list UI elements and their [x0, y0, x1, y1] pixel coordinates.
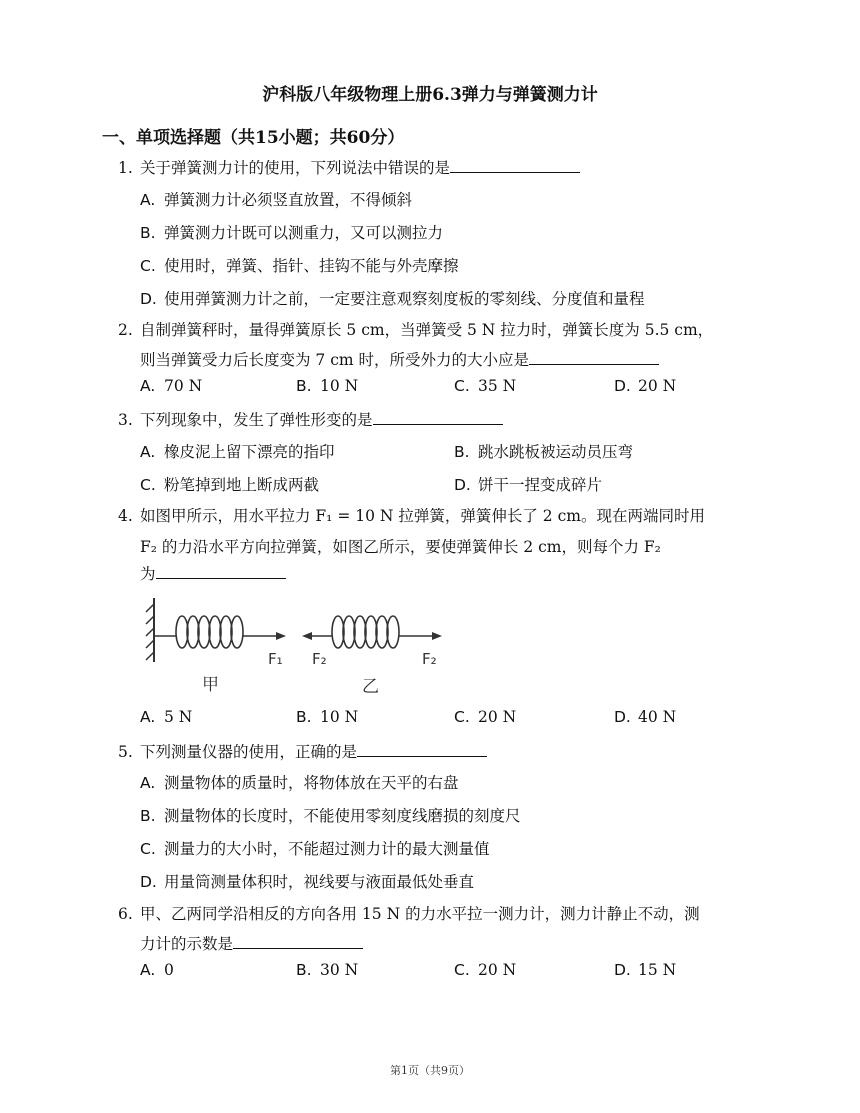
label-f2-left: F₂ — [312, 650, 327, 668]
option-d[interactable]: D. 15 N — [614, 961, 677, 979]
question-number: 4. — [118, 507, 133, 525]
question-2 — [118, 320, 713, 340]
wall-icon — [146, 598, 154, 662]
option-d[interactable]: D. 使用弹簧测力计之前，一定要注意观察刻度板的零刻线、分度值和量程 — [140, 290, 645, 308]
option-c[interactable]: C. 20 N — [454, 708, 517, 726]
answer-blank[interactable] — [156, 564, 286, 579]
question-3 — [118, 410, 503, 430]
question-number: 1. — [118, 159, 133, 177]
option-b[interactable]: B. 30 N — [296, 961, 359, 979]
option-c[interactable]: C. 20 N — [454, 961, 517, 979]
question-number: 6. — [118, 905, 133, 923]
option-b[interactable]: B. 10 N — [296, 708, 359, 726]
question-2-cont: 则当弹簧受力后长度变为 7 cm 时，所受外力的大小应是 — [140, 348, 659, 370]
option-b[interactable]: B. 测量物体的长度时，不能使用零刻度线磨损的刻度尺 — [140, 807, 521, 825]
question-stem: 甲、乙两同学沿相反的方向各用 15 N 的力水平拉一测力计，测力计静止不动，测 — [140, 905, 700, 923]
option-c[interactable]: C. 35 N — [454, 377, 517, 395]
page-footer: 第1页（共9页） — [390, 1064, 470, 1077]
arrow-right-icon — [432, 632, 442, 640]
option-c[interactable]: C. 测量力的大小时，不能超过测力计的最大测量值 — [140, 840, 490, 858]
question-number: 5. — [118, 743, 133, 761]
question-4-cont: F₂ 的力沿水平方向拉弹簧，如图乙所示，要使弹簧伸长 2 cm，则每个力 F₂ — [140, 538, 661, 556]
option-a[interactable]: A. 弹簧测力计必须竖直放置，不得倾斜 — [140, 191, 413, 209]
option-a[interactable]: A. 5 N — [140, 708, 193, 726]
option-b[interactable]: B. 弹簧测力计既可以测重力，又可以测拉力 — [140, 224, 444, 242]
spring-right — [310, 616, 434, 648]
question-4-cont2: 为 — [140, 562, 286, 584]
spring-figure — [140, 592, 450, 700]
caption-right: 乙 — [362, 677, 379, 697]
answer-blank[interactable] — [357, 742, 487, 757]
option-d[interactable]: D. 20 N — [614, 377, 677, 395]
option-b[interactable]: B. 10 N — [296, 377, 359, 395]
label-f2-right: F₂ — [422, 650, 437, 668]
question-stem: 关于弹簧测力计的使用，下列说法中错误的是 — [140, 159, 451, 177]
question-5 — [118, 742, 487, 762]
question-6-cont: 力计的示数是 — [140, 932, 363, 954]
question-stem: 自制弹簧秤时，量得弹簧原长 5 cm，当弹簧受 5 N 拉力时，弹簧长度为 5.5 cm， — [140, 321, 714, 339]
option-b[interactable]: B. 跳水跳板被运动员压弯 — [454, 443, 634, 461]
option-d[interactable]: D. 用量筒测量体积时，视线要与液面最低处垂直 — [140, 873, 475, 891]
page-title: 沪科版八年级物理上册6.3弹力与弹簧测力计 — [262, 85, 598, 105]
option-a[interactable]: A. 0 — [140, 961, 174, 979]
question-4 — [118, 506, 705, 526]
option-c[interactable]: C. 粉笔掉到地上断成两截 — [140, 476, 320, 494]
answer-blank[interactable] — [233, 934, 363, 949]
question-stem: 如图甲所示，用水平拉力 F₁ = 10 N 拉弹簧，弹簧伸长了 2 cm。现在两端同时用 — [140, 507, 705, 525]
answer-blank[interactable] — [450, 158, 580, 173]
caption-left: 甲 — [202, 675, 219, 695]
question-number: 2. — [118, 321, 133, 339]
label-f1: F₁ — [268, 650, 283, 668]
answer-blank[interactable] — [373, 410, 503, 425]
question-number: 3. — [118, 411, 133, 429]
question-6 — [118, 904, 700, 924]
option-d[interactable]: D. 饼干一捏变成碎片 — [454, 476, 603, 494]
option-c[interactable]: C. 使用时，弹簧、指针、挂钩不能与外壳摩擦 — [140, 257, 459, 275]
spring-left — [154, 616, 278, 648]
question-stem: 下列测量仪器的使用，正确的是 — [140, 743, 358, 761]
arrow-right-icon — [276, 632, 286, 640]
question-stem: 下列现象中，发生了弹性形变的是 — [140, 411, 373, 429]
option-a[interactable]: A. 橡皮泥上留下漂亮的指印 — [140, 443, 335, 461]
option-a[interactable]: A. 测量物体的质量时，将物体放在天平的右盘 — [140, 774, 459, 792]
option-d[interactable]: D. 40 N — [614, 708, 677, 726]
question-1 — [118, 158, 580, 178]
answer-blank[interactable] — [529, 350, 659, 365]
option-a[interactable]: A. 70 N — [140, 377, 203, 395]
section-heading: 一、单项选择题（共15小题；共60分） — [102, 128, 405, 148]
